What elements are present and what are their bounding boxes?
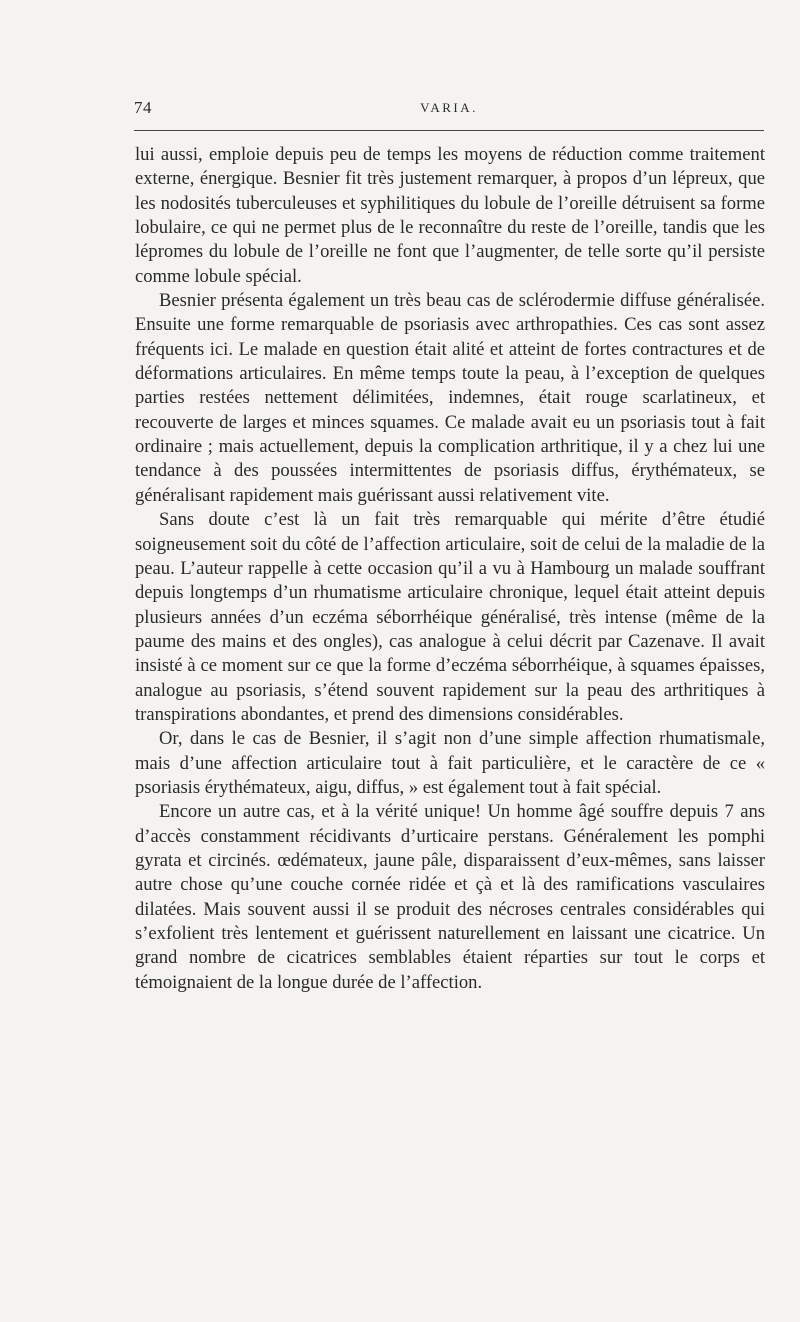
running-head: VARIA. [420, 100, 478, 115]
page-number: 74 [134, 98, 152, 117]
page-header [134, 98, 764, 120]
paragraph-scleroderma-psoriasis: Besnier présenta également un très beau cas de sclérodermie diffuse généralisée. Ensuite une forme remarquable de psoriasis avec arthropathies. Ces cas sont assez fréquents ici. Le malade en question était alité et atteint de fortes contractures et de déformations articulaires. En même temps toute la peau, à l’exception de quelques parties restées nettement délimitées, indemnes, était rouge scarlatineux, et recouverte de larges et minces squames. Ce malade avait eu un psoriasis tout à fait ordinaire ; mais actuellement, depuis la complication arthritique, il y a chez lui une tendance à des poussées intermittentes de psoriasis diffus, érythémateux, se généralisant rapidement mais guérissant aussi relativement vite. [135, 290, 765, 506]
paragraph-remarkable-fact: Sans doute c’est là un fait très remarquable qui mérite d’être étudié soigneusement soit du côté de l’affection articulaire, soit de celui de la maladie de la peau. L’auteur rappelle à cette occasion qu’il a vu à Hambourg un malade souffrant depuis longtemps d’un rhumatisme articulaire chronique, lequel était atteint depuis plusieurs années d’un eczéma séborrhéique généralisé, très intense (même de la paume des mains et des ongles), cas analogue à celui décrit par Cazenave. Il avait insisté à ce moment sur ce que la forme d’eczéma séborrhéique, à squames épaisses, analogue au psoriasis, s’étend souvent rapidement sur la peau des arthritiques à transpirations abondantes, et prend des dimensions considérables. [135, 509, 765, 725]
header-rule [134, 130, 764, 131]
paragraph-continuation: lui aussi, emploie depuis peu de temps les moyens de réduction comme traitement externe, énergique. Besnier fit très justement remarquer, à propos d’un lépreux, que les nodosités tuberculeuses et syphilitiques du lobule de l’oreille détruisent sa forme lobulaire, ce qui ne permet plus de le reconnaître du reste de l’oreille, tandis que les lépromes du lobule de l’oreille ne font que l’augmenter, de telle sorte qu’il persiste comme lobule spécial. [135, 144, 765, 287]
paragraph-besnier-case: Or, dans le cas de Besnier, il s’agit non d’une simple affection rhumatismale, mais d’une affection articulaire tout à fait particulière, et le caractère de ce « psoriasis érythémateux, aigu, diffus, » est également tout à fait spécial. [135, 728, 765, 798]
paragraph-urticaria-case: Encore un autre cas, et à la vérité unique! Un homme âgé souffre depuis 7 ans d’accès constamment récidivants d’urticaire perstans. Généralement les pomphi gyrata et circinés. œdémateux, jaune pâle, disparaissent d’eux-mêmes, sans laisser autre chose qu’une couche cornée ridée et çà et là des ramifications vasculaires dilatées. Mais souvent aussi il se produit des nécroses centrales considérables qui s’exfolient très lentement et guérissent naturellement en laissant une cicatrice. Un grand nombre de cicatrices semblables étaient réparties sur tout le corps et témoignaient de la longue durée de l’affection. [135, 801, 765, 993]
body-text [135, 143, 765, 995]
